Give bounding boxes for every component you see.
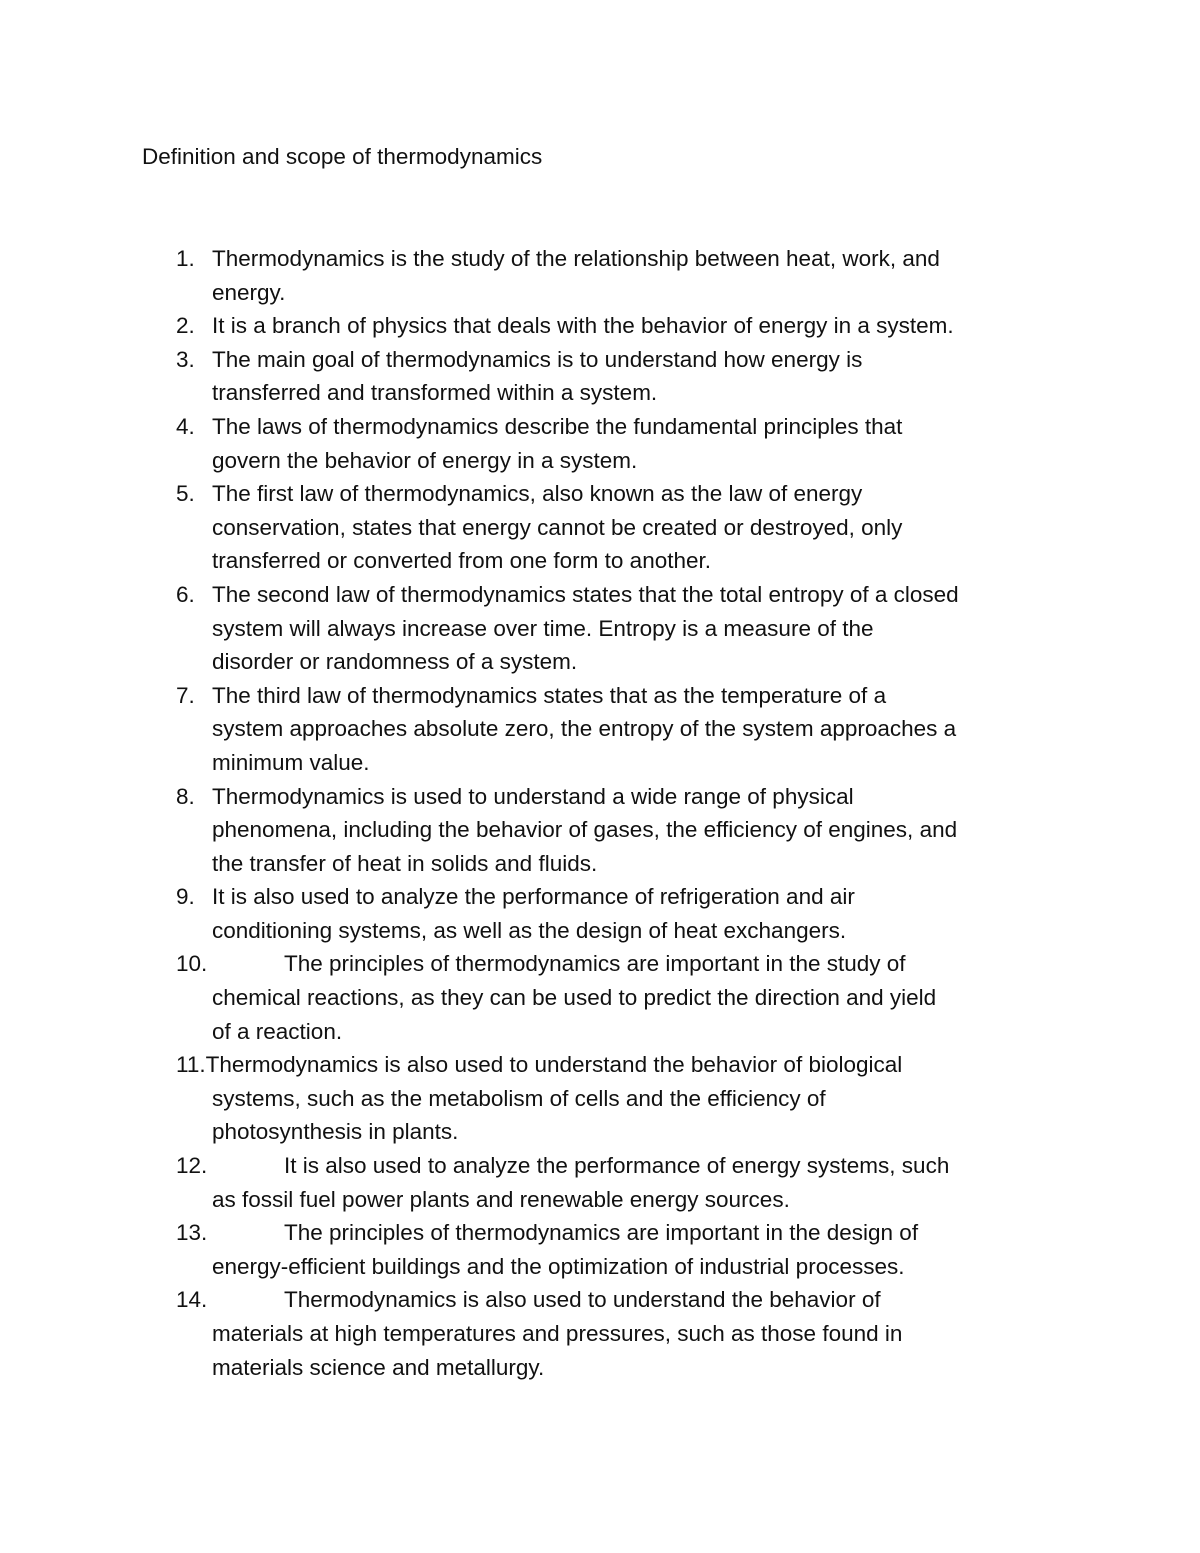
list-item bbox=[0, 780, 1200, 881]
list-item bbox=[0, 1048, 1200, 1149]
list-item-number: 14. bbox=[176, 1287, 208, 1313]
list-item-text-line: The first law of thermodynamics, also known as the law of energy bbox=[212, 481, 863, 507]
list-item-text-line bbox=[0, 1048, 1200, 1082]
list-item-text-line: energy-efficient buildings and the optimization of industrial processes. bbox=[212, 1253, 905, 1279]
list-item-text-line: minimum value. bbox=[212, 749, 370, 775]
list-item-number: 7. bbox=[176, 682, 195, 708]
list-item-text-line: It is also used to analyze the performance of refrigeration and air bbox=[212, 884, 855, 910]
list-item-text-line: disorder or randomness of a system. bbox=[212, 649, 578, 675]
list-item-text-line: The laws of thermodynamics describe the fundamental principles that bbox=[212, 413, 903, 439]
list-item bbox=[0, 679, 1200, 780]
list-item-text-line: Thermodynamics is used to understand a wide range of physical bbox=[212, 783, 854, 809]
list-item-text: Thermodynamics is also used to understand the behavior of biological bbox=[205, 1052, 903, 1078]
list-item-text-line: transferred and transformed within a system. bbox=[212, 380, 658, 406]
list-item-text-line: as fossil fuel power plants and renewable energy sources. bbox=[212, 1186, 790, 1212]
list-item bbox=[0, 309, 1200, 343]
list-item-number: 9. bbox=[176, 884, 195, 910]
list-item-text-line: conditioning systems, as well as the design of heat exchangers. bbox=[212, 917, 847, 943]
list-item bbox=[0, 880, 1200, 947]
list-item-number: 12. bbox=[176, 1153, 208, 1179]
list-item bbox=[0, 578, 1200, 679]
list-item-text-line: the transfer of heat in solids and fluids. bbox=[212, 850, 598, 876]
list-item-number: 5. bbox=[176, 481, 195, 507]
list-item-text-line: phenomena, including the behavior of gases, the efficiency of engines, and bbox=[212, 817, 958, 843]
list-item-text-line: transferred or converted from one form to another. bbox=[212, 548, 711, 574]
list-item-text-line: The second law of thermodynamics states that the total entropy of a closed bbox=[212, 581, 959, 607]
list-item-text-line: materials at high temperatures and pressures, such as those found in bbox=[212, 1321, 903, 1346]
list-item bbox=[0, 477, 1200, 578]
list-item-text-line: system approaches absolute zero, the entropy of the system approaches a bbox=[212, 716, 957, 742]
list-item-text-line: chemical reactions, as they can be used to predict the direction and yield bbox=[212, 985, 937, 1011]
list-item-number: 10. bbox=[176, 951, 208, 977]
list-item-text-line: It is a branch of physics that deals with the behavior of energy in a system. bbox=[212, 313, 954, 339]
list-item-number: 13. bbox=[176, 1220, 208, 1246]
list-item-text-line: It is also used to analyze the performance of energy systems, such bbox=[284, 1153, 950, 1179]
list-item-number: 11. bbox=[176, 1052, 206, 1078]
list-item bbox=[0, 410, 1200, 477]
list-item-number: 1. bbox=[176, 246, 195, 271]
list-item bbox=[0, 1283, 1200, 1384]
list-item-text-line: materials science and metallurgy. bbox=[212, 1354, 545, 1380]
list-item-text-line: conservation, states that energy cannot be created or destroyed, only bbox=[212, 514, 903, 540]
list-item-number: 8. bbox=[176, 783, 195, 809]
list-item-text-line: system will always increase over time. Entropy is a measure of the bbox=[212, 615, 874, 641]
list-item-text-line: The principles of thermodynamics are important in the study of bbox=[284, 951, 906, 977]
list-item-text-line: energy. bbox=[212, 279, 286, 305]
list-item-number: 3. bbox=[176, 346, 195, 372]
list-item bbox=[0, 1149, 1200, 1216]
list-item-text-line: photosynthesis in plants. bbox=[212, 1119, 459, 1145]
list-item-text-line: The third law of thermodynamics states that as the temperature of a bbox=[212, 682, 887, 708]
list-item bbox=[0, 947, 1200, 1048]
list-item-text-line: Thermodynamics is the study of the relationship between heat, work, and bbox=[212, 246, 940, 271]
list-item bbox=[0, 1216, 1200, 1283]
list-item-text-line: The principles of thermodynamics are important in the design of bbox=[284, 1220, 919, 1246]
numbered-list bbox=[0, 242, 1200, 1384]
list-item-text-line: Thermodynamics is also used to understand the behavior of bbox=[284, 1287, 881, 1313]
list-item-text-line: of a reaction. bbox=[212, 1018, 343, 1044]
list-item-number: 4. bbox=[176, 413, 195, 439]
list-item-number: 6. bbox=[176, 581, 195, 607]
list-item bbox=[0, 242, 1200, 309]
list-item-number: 2. bbox=[176, 313, 195, 339]
list-item-text-line: The main goal of thermodynamics is to understand how energy is bbox=[212, 346, 863, 372]
list-item bbox=[0, 343, 1200, 410]
document-title: Definition and scope of thermodynamics bbox=[142, 144, 543, 169]
list-item-text-line: systems, such as the metabolism of cells and the efficiency of bbox=[212, 1085, 826, 1111]
list-item-text-line: govern the behavior of energy in a system. bbox=[212, 447, 638, 473]
